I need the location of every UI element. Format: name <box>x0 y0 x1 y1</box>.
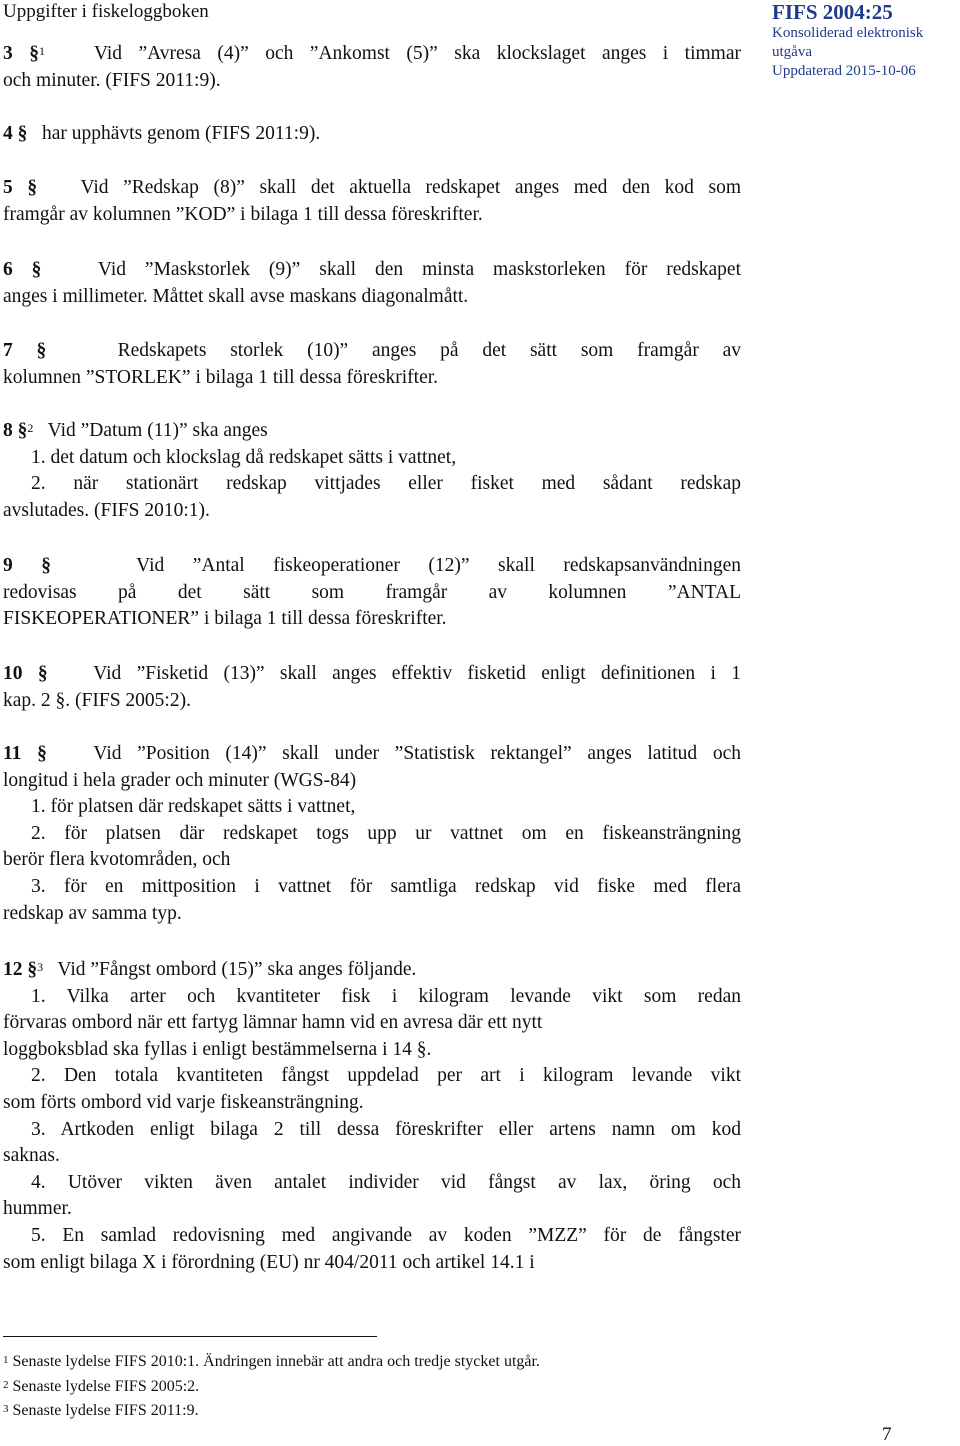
footnote-3 <box>3 1401 199 1421</box>
running-header: Uppgifter i fiskeloggboken <box>3 1 209 22</box>
section-5-line-2: framgår av kolumnen ”KOD” i bilaga 1 till dessa föreskrifter. <box>3 203 483 225</box>
footnote-2 <box>3 1377 199 1397</box>
list-item-cont: loggboksblad ska fyllas i enligt bestämmelserna i 14 §. <box>3 1038 432 1060</box>
section-9-line-3: FISKEOPERATIONER” i bilaga 1 till dessa föreskrifter. <box>3 608 447 630</box>
section-text: har upphävts genom (FIFS 2011:9). <box>42 123 321 144</box>
document-id-block <box>772 0 923 81</box>
section-number: 9 § <box>3 555 51 576</box>
section-text: Vid ”Position (14)” skall under ”Statistisk rektangel” anges latitud och <box>93 743 741 764</box>
section-4 <box>3 121 741 148</box>
list-item: 5. En samlad redovisning med angivande av koden ”MZZ” för de fångster <box>31 1224 741 1246</box>
section-text: Vid ”Redskap (8)” skall det aktuella redskapet anges med den kod som <box>80 177 742 198</box>
section-5-line-1 <box>3 175 741 202</box>
list-item: 2. Den totala kvantiteten fångst uppdelad per art i kilogram levande vikt <box>31 1065 741 1087</box>
edition-label: Konsoliderad elektronisk <box>772 25 924 41</box>
section-10 <box>3 661 741 714</box>
list-item: 1. Vilka arter och kvantiteter fisk i kilogram levande vikt som redan <box>31 985 741 1007</box>
section-number: 7 § <box>3 340 47 361</box>
footnote-mark: 3 <box>3 1403 9 1415</box>
footnote-mark: 1 <box>3 1354 9 1366</box>
section-7 <box>3 338 741 391</box>
section-10-line-2: kap. 2 §. (FIFS 2005:2). <box>3 689 191 711</box>
footnote-text: Senaste lydelse FIFS 2005:2. <box>12 1378 200 1395</box>
list-item-cont: redskap av samma typ. <box>3 902 182 924</box>
footnote-1 <box>3 1352 540 1372</box>
section-number: 12 § <box>3 959 38 980</box>
section-7-line-1 <box>3 338 741 365</box>
footnote-ref: 2 <box>27 421 34 435</box>
section-text: Redskapets storlek (10)” anges på det sätt som framgår av <box>117 340 742 361</box>
section-6-line-2: anges i millimeter. Måttet skall avse maskans diagonalmått. <box>3 285 469 307</box>
section-11 <box>3 741 741 927</box>
section-11-line-2: longitud i hela grader och minuter (WGS-84) <box>3 769 357 791</box>
list-item-cont: avslutades. (FIFS 2010:1). <box>3 499 210 521</box>
updated-date: Uppdaterad 2015-10-06 <box>772 63 916 79</box>
section-number: 8 § <box>3 420 28 441</box>
list-item: 3. för en mittposition i vattnet för samtliga redskap vid fiske med flera <box>31 875 741 897</box>
section-8-line-1 <box>3 418 741 445</box>
section-8 <box>3 418 741 524</box>
page-number: 7 <box>882 1424 892 1445</box>
section-number: 5 § <box>3 177 38 198</box>
footnote-mark: 2 <box>3 1379 9 1391</box>
edition-label-cont: utgåva <box>772 44 812 60</box>
footnote-separator <box>3 1336 377 1337</box>
section-9-line-2: redovisas på det sätt som framgår av kolumnen ”ANTAL <box>3 581 741 603</box>
list-item-cont: som enligt bilaga X i förordning (EU) nr 404/2011 och artikel 14.1 i <box>3 1251 535 1273</box>
list-item: 2. när stationärt redskap vittjades eller fisket med sådant redskap <box>31 473 741 495</box>
section-4-line-1 <box>3 121 741 148</box>
list-item: 1. det datum och klockslag då redskapet sätts i vattnet, <box>31 446 457 468</box>
document-code: FIFS 2004:25 <box>772 0 893 24</box>
section-text: Vid ”Fångst ombord (15)” ska anges följande. <box>57 959 417 980</box>
footnote-ref: 1 <box>38 44 45 58</box>
section-3 <box>3 41 741 94</box>
section-10-line-1 <box>3 661 741 688</box>
section-number: 10 § <box>3 663 48 684</box>
list-item-cont: berör flera kvotområden, och <box>3 849 231 871</box>
list-item: 3. Artkoden enligt bilaga 2 till dessa föreskrifter eller artens namn om kod <box>31 1118 741 1140</box>
footnote-ref: 3 <box>37 960 44 974</box>
section-3-line-1 <box>3 41 741 68</box>
list-item-cont: som förts ombord vid varje fiskeansträngning. <box>3 1091 364 1113</box>
footnote-text: Senaste lydelse FIFS 2010:1. Ändringen innebär att andra och tredje stycket utgår. <box>12 1353 540 1370</box>
section-number: 11 § <box>3 743 47 764</box>
section-9-line-1 <box>3 553 741 580</box>
list-item: 2. för platsen där redskapet togs upp ur vattnet om en fiskeansträngning <box>31 822 741 844</box>
section-9 <box>3 553 741 633</box>
section-text: Vid ”Antal fiskeoperationer (12)” skall redskapsanvändningen <box>136 555 741 576</box>
section-12-line-1 <box>3 957 741 984</box>
section-number: 3 § <box>3 43 39 64</box>
section-11-line-1 <box>3 741 741 768</box>
section-text: Vid ”Fisketid (13)” skall anges effektiv fisketid enligt definitionen i 1 <box>93 663 741 684</box>
list-item: 4. Utöver vikten även antalet individer vid fångst av lax, öring och <box>31 1171 741 1193</box>
list-item: 1. för platsen där redskapet sätts i vattnet, <box>31 796 356 818</box>
section-6-line-1 <box>3 257 741 284</box>
section-number: 6 § <box>3 259 42 280</box>
section-3-line-2: och minuter. (FIFS 2011:9). <box>3 69 221 91</box>
section-text: Vid ”Datum (11)” ska anges <box>47 420 268 441</box>
section-text: Vid ”Avresa (4)” och ”Ankomst (5)” ska klockslaget anges i timmar <box>93 43 741 64</box>
footnote-text: Senaste lydelse FIFS 2011:9. <box>12 1402 199 1419</box>
list-item-cont: förvaras ombord när ett fartyg lämnar hamn vid en avresa där ett nytt <box>3 1012 543 1034</box>
section-6 <box>3 257 741 310</box>
section-5 <box>3 175 741 228</box>
list-item-cont: saknas. <box>3 1145 60 1167</box>
section-text: Vid ”Maskstorlek (9)” skall den minsta maskstorleken för redskapet <box>97 259 741 280</box>
list-item-cont: hummer. <box>3 1198 72 1220</box>
section-number: 4 § <box>3 123 28 144</box>
section-12 <box>3 957 741 1276</box>
section-7-line-2: kolumnen ”STORLEK” i bilaga 1 till dessa föreskrifter. <box>3 366 439 388</box>
